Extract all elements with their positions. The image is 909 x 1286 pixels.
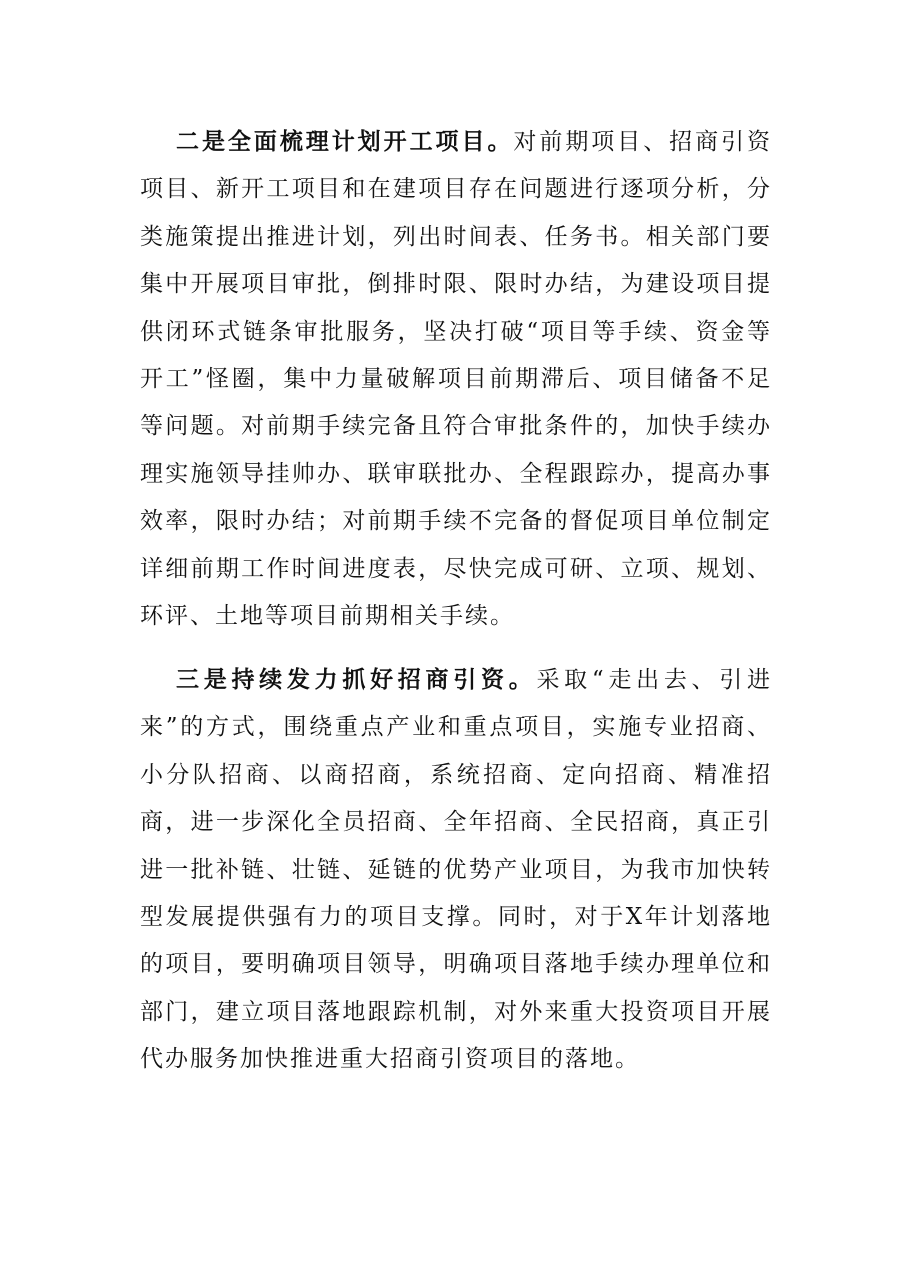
paragraph-project-planning	[140, 118, 772, 640]
paragraph-lead: 三是持续发力抓好招商引资。	[176, 666, 537, 693]
paragraph-investment-attraction	[140, 656, 772, 1084]
paragraph-lead: 二是全面梳理计划开工项目。	[176, 128, 514, 155]
paragraph-body: 对前期项目、招商引资项目、新开工项目和在建项目存在问题进行逐项分析，分类施策提出推进计划，列出时间表、任务书。相关部门要集中开展项目审批，倒排时限、限时办结，为建设项目提供闭环式链条审批服务，坚决打破“项目等手续、资金等开工”怪圈，集中力量破解项目前期滞后、项目储备不足等问题。对前期手续完备且符合审批条件的，加快手续办理实施领导挂帅办、联审联批办、全程跟踪办，提高办事效率，限时办结；对前期手续不完备的督促项目单位制定详细前期工作时间进度表，尽快完成可研、立项、规划、环评、土地等项目前期相关手续。	[140, 129, 773, 630]
paragraph-body: 采取“走出去、引进来”的方式，围绕重点产业和重点项目，实施专业招商、小分队招商、以商招商，系统招商、定向招商、精准招商，进一步深化全员招商、全年招商、全民招商，真正引进一批补链、壮链、延链的优势产业项目，为我市加快转型发展提供强有力的项目支撑。同时，对于X年计划落地的项目，要明确项目领导，明确项目落地手续办理单位和部门，建立项目落地跟踪机制，对外来重大投资项目开展代办服务加快推进重大招商引资项目的落地。	[140, 667, 772, 1073]
